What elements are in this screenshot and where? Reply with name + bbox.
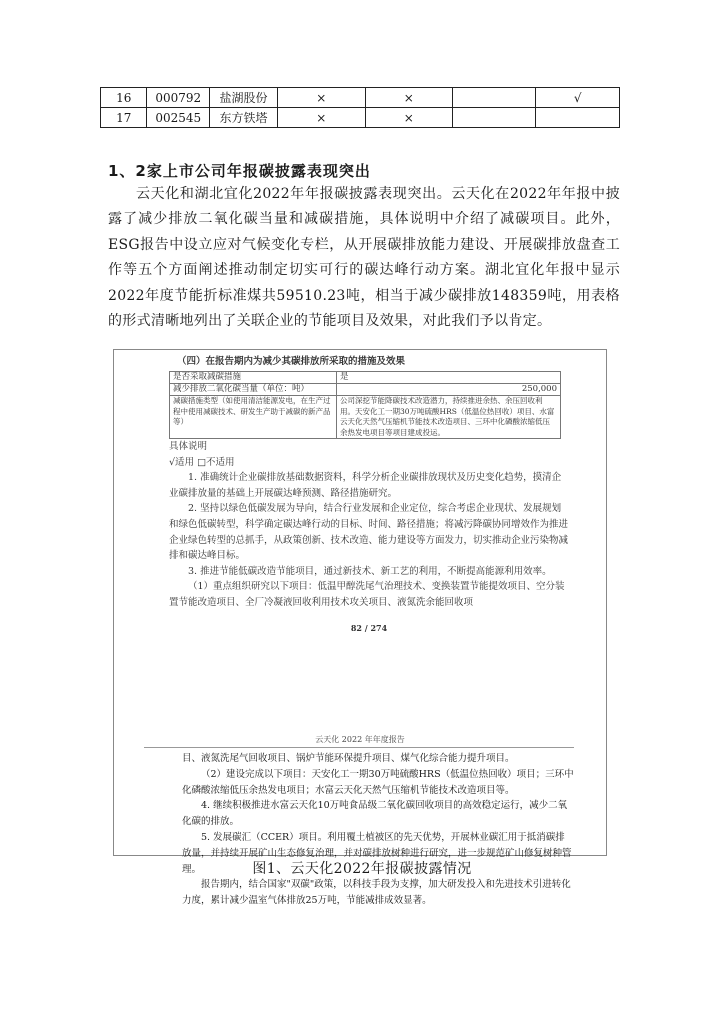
figure-paragraph: 4. 继续积极推进水富云天化10万吨食品级二氧化碳回收项目的高效稳定运行，减少二氧化碳的排放。	[182, 800, 568, 828]
figure-paragraph: 3. 推进节能低碳改造节能项目，通过新技术、新工艺的利用，不断提高能源利用效率。	[188, 565, 552, 577]
paragraph-text: 云天化和湖北宜化2022年年报碳披露表现突出。云天化在2022年年报中披露了减少排放二氧化碳当量和减碳措施，具体说明中介绍了减碳项目。此外，ESG报告中设立应对气候变化专栏，从开展碳排放能力建设、开展碳排放盘查工作等五个方面阐述推动制定切实可行的碳达峰行动方案。湖北宜化年报中显示2022年度节能折标准煤共59510.23吨，相当于减少碳排放148359吨，用表格的形式清晰地列出了关联企业的节能项目及效果，对此我们予以肯定。	[108, 186, 620, 330]
cell-mark: ×	[365, 88, 453, 108]
figure-paragraph: 5. 发展碳汇（CCER）项目。利用覆土植被区的先天优势，开展林业碳汇用于抵消碳排放量，并持续开展矿山生态修复治理，并对碳排放树种进行研究，进一步规范矿山修复树种管理。	[182, 831, 572, 875]
figure-section-title: （四）在报告期内为减少其碳排放所采取的措施及效果	[177, 356, 406, 367]
table-row	[170, 372, 561, 384]
table-value: 公司深挖节能降碳技术改造潜力，持续推进余热、余压回收利用。天安化工一期30万吨硫酸HRS（低温位热回收）项目、水富云天化天然气压缩机节能技术改造项目、三环中化磷酸浓缩低压余热发电项目等项目建成投运。	[337, 396, 561, 439]
table-label: 是否采取减碳措施	[170, 372, 337, 384]
table-value: 是	[337, 372, 561, 384]
stock-code: 000792	[147, 88, 210, 108]
figure-upper-page	[169, 354, 569, 636]
table-row	[170, 396, 561, 439]
cell-mark	[453, 88, 536, 108]
figure-paragraph: （1）重点组织研究以下项目：低温甲醇洗尾气治理技术、变换装置节能提效项目、空分装置节能改造项目、全厂冷凝液回收利用技术攻关项目、液氮洗余能回收项	[169, 581, 565, 608]
header-divider	[144, 747, 574, 748]
table-row	[170, 384, 561, 396]
cell-mark: ×	[278, 108, 366, 128]
figure-caption: 图1、云天化2022年报碳披露情况	[252, 861, 472, 877]
cell-mark: ×	[278, 88, 366, 108]
cell-mark: ×	[365, 108, 453, 128]
cell-mark	[453, 108, 536, 128]
body-paragraph	[108, 182, 620, 334]
stock-code: 002545	[147, 108, 210, 128]
figure-lower-page	[182, 751, 574, 909]
figure-paragraph: 目、液氮洗尾气回收项目、锅炉节能环保提升项目、煤气化综合能力提升项目。	[182, 753, 515, 764]
carbon-measures-table	[169, 371, 561, 439]
report-running-title: 云天化 2022 年年度报告	[315, 735, 405, 744]
section-heading: 1、2家上市公司年报碳披露表现突出	[108, 162, 371, 180]
table-label: 减少排放二氧化碳当量（单位：吨）	[170, 384, 337, 396]
figure-paragraph: 1. 准确统计企业碳排放基础数据资料，科学分析企业碳排放现状及历史变化趋势，摸清企业碳排放量的基础上开展碳达峰预测、路径措施研究。	[169, 472, 562, 499]
applicable-checkbox-text: √适用 □不适用	[169, 456, 235, 468]
page-number: 82 / 274	[350, 622, 388, 633]
detail-title: 具体说明	[169, 441, 208, 452]
cell-mark: √	[536, 88, 620, 108]
table-value: 250,000	[337, 384, 561, 396]
company-name: 东方铁塔	[210, 108, 278, 128]
company-table	[100, 87, 620, 128]
table-row	[101, 108, 620, 128]
cell-mark	[536, 108, 620, 128]
page-break-gap	[114, 695, 606, 755]
figure-paragraph: 2. 坚持以绿色低碳发展为导向，结合行业发展和企业定位，综合考虑企业现状、发展规划和绿色低碳转型，科学确定碳达峰行动的目标、时间、路径措施；将减污降碳协同增效作为推进企业绿色转型的总抓手，从政策创新、技术改造、能力建设等方面发力，切实推动企业污染物减排和碳达峰目标。	[169, 503, 569, 562]
row-number: 16	[101, 88, 147, 108]
row-number: 17	[101, 108, 147, 128]
figure-paragraph: 报告期内，结合国家"双碳"政策，以科技手段为支撑，加大研发投入和先进技术引进转化力度，累计减少温室气体排放25万吨，节能减排成效显著。	[182, 879, 571, 907]
table-label: 减碳措施类型（如使用清洁能源发电，在生产过程中使用减碳技术、研发生产助于减碳的新产品等）	[170, 396, 337, 439]
table-row	[101, 88, 620, 108]
figure-paragraph: （2）建设完成以下项目：天安化工一期30万吨硫酸HRS（低温位热回收）项目；三环中化磷酸浓缩低压余热发电项目；水富云天化天然气压缩机节能技术改造项目等。	[182, 768, 574, 796]
company-name: 盐湖股份	[210, 88, 278, 108]
